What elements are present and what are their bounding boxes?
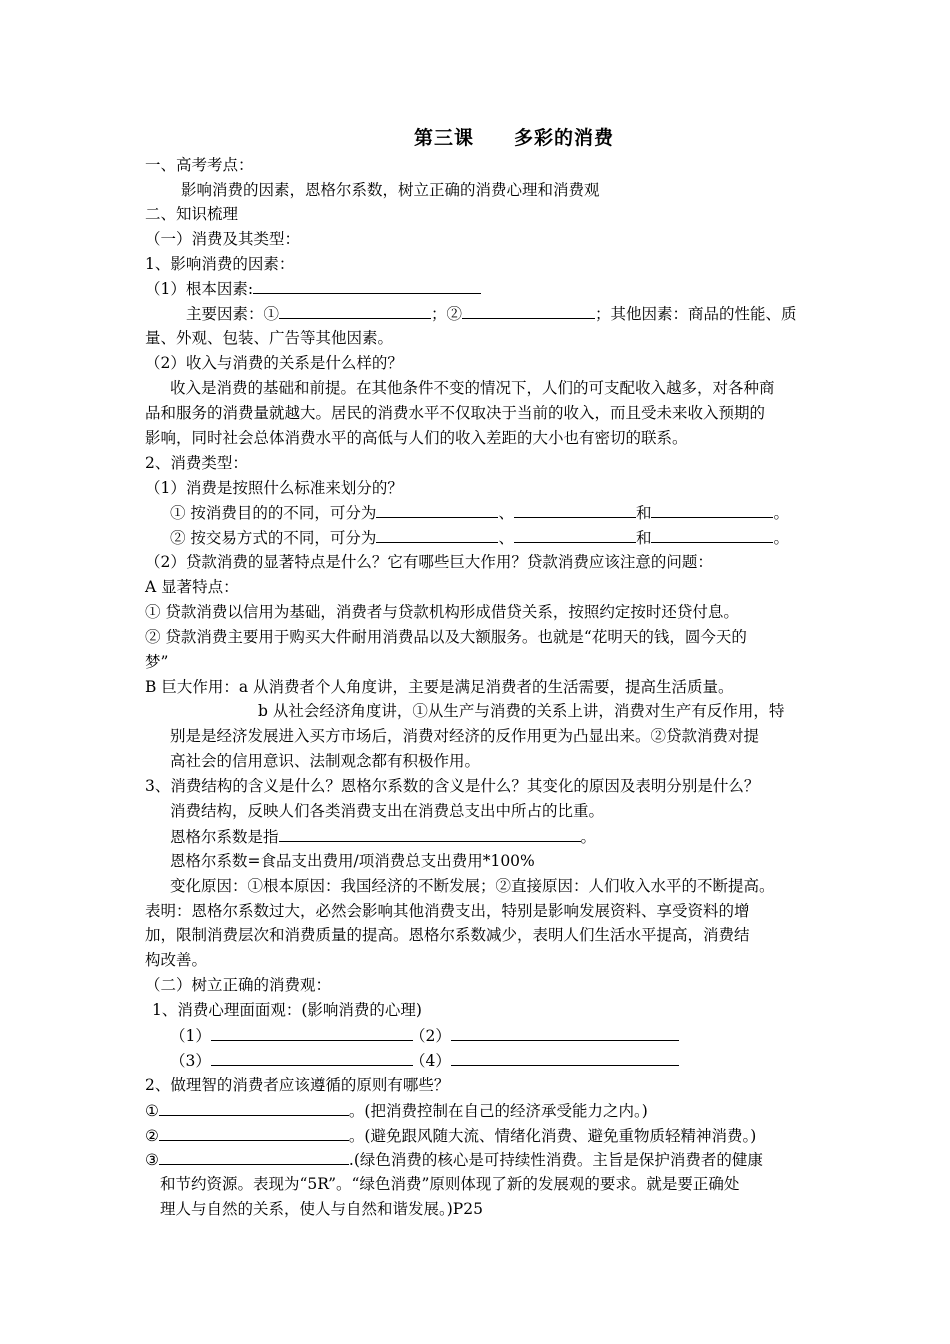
rational-3-cont-2: 理人与自然的关系，使人与自然和谐发展。)P25: [160, 1200, 483, 1218]
loan-role-b: b 从社会经济角度讲，①从生产与消费的关系上讲，消费对生产有反作用，特: [258, 702, 785, 720]
trade-line: [170, 527, 789, 548]
purpose-period: 。: [773, 504, 789, 522]
psych-row-3: [170, 1050, 413, 1071]
rational-mark-3: ③: [145, 1151, 159, 1169]
section-heading-knowledge: 二、知识梳理: [145, 205, 239, 223]
structure-definition: 消费结构，反映人们各类消费支出在消费总支出中所占的比重。: [170, 802, 605, 820]
psych-label-1: （1）: [170, 1027, 211, 1045]
rational-2: [145, 1125, 756, 1146]
trade-blank-1[interactable]: [376, 527, 498, 543]
section-heading-exam-points: 一、高考考点：: [145, 156, 254, 174]
engel-blank[interactable]: [279, 826, 581, 842]
root-factor-blank[interactable]: [253, 278, 481, 294]
rational-mark-2: ②: [145, 1127, 159, 1145]
psych-heading: 1、消费心理面面观：(影响消费的心理): [152, 1001, 422, 1019]
loan-feature-2: ② 贷款消费主要用于购买大件耐用消费品以及大额服务。也就是“花明天的钱，圆今天的: [145, 628, 747, 646]
psych-label-3: （3）: [170, 1052, 211, 1070]
income-answer-3: 影响，同时社会总体消费水平的高低与人们的收入差距的大小也有密切的联系。: [145, 429, 688, 447]
psych-row-1: [170, 1025, 413, 1046]
item-3-heading: 3、消费结构的含义是什么？恩格尔系数的含义是什么？其变化的原因及表明分别是什么？: [145, 777, 760, 795]
trade-blank-3[interactable]: [651, 527, 773, 543]
loan-feature-2-cont: 梦”: [145, 653, 169, 671]
psych-label-2: （2）: [410, 1027, 451, 1045]
item-1-heading: 1、影响消费的因素：: [145, 255, 295, 273]
loan-role-b-cont-2: 高社会的信用意识、法制观念都有积极作用。: [170, 752, 481, 770]
psych-blank-4[interactable]: [451, 1050, 679, 1066]
trade-blank-2[interactable]: [514, 527, 636, 543]
purpose-and: 和: [635, 504, 652, 522]
type-question: （1）消费是按照什么标准来划分的？: [145, 479, 403, 497]
main-factor-label: 主要因素：①: [186, 305, 280, 323]
purpose-blank-1[interactable]: [376, 502, 498, 518]
rational-1: [145, 1100, 648, 1121]
purpose-blank-3[interactable]: [651, 502, 773, 518]
main-factor-blank-1[interactable]: [279, 303, 431, 319]
part-one-heading: （一）消费及其类型：: [145, 230, 301, 248]
indicate-1: 表明：恩格尔系数过大，必然会影响其他消费支出，特别是影响发展资料、享受资料的增: [145, 902, 750, 920]
loan-role-b-cont-1: 别是是经济发展进入买方市场后，消费对经济的反作用更为凸显出来。②贷款消费对提: [170, 727, 760, 745]
rational-text-1: 。(把消费控制在自己的经济承受能力之内。): [348, 1102, 648, 1120]
rational-text-2: 。(避免跟风随大流、情绪化消费、避免重物质轻精神消费。): [348, 1127, 757, 1145]
rational-3: [145, 1149, 763, 1170]
engel-formula: 恩格尔系数=食品支出费用/项消费总支出费用*100%: [170, 852, 535, 870]
trade-and: 和: [635, 529, 652, 547]
psych-blank-3[interactable]: [211, 1050, 413, 1066]
psych-blank-2[interactable]: [451, 1025, 679, 1041]
main-factor-sep: ；②: [431, 305, 463, 323]
page-title: 第三课 多彩的消费: [414, 127, 615, 149]
main-factor-line: [186, 303, 797, 324]
rational-blank-2[interactable]: [159, 1125, 349, 1141]
psych-row-2: [410, 1025, 679, 1046]
trade-label: ② 按交易方式的不同，可分为: [170, 529, 377, 547]
engel-definition-line: [170, 826, 596, 847]
main-factor-blank-2[interactable]: [462, 303, 595, 319]
root-factor-line: [145, 278, 481, 299]
other-factor-text-cont: 量、外观、包装、广告等其他因素。: [145, 329, 394, 347]
other-factor-text: ；其他因素：商品的性能、质: [595, 305, 797, 323]
loan-feature-heading: A 显著特点：: [145, 578, 239, 596]
exam-points-content: 影响消费的因素，恩格尔系数，树立正确的消费心理和消费观: [181, 181, 600, 199]
rational-blank-3[interactable]: [159, 1149, 349, 1165]
indicate-3: 构改善。: [145, 951, 208, 969]
purpose-comma: 、: [498, 504, 514, 522]
engel-period: 。: [580, 828, 597, 846]
income-answer-2: 品和服务的消费量就越大。居民的消费水平不仅取决于当前的收入，而且受未来收入预期的: [145, 404, 766, 422]
purpose-line: [170, 502, 789, 523]
rational-3-cont-1: 和节约资源。表现为“5R”。“绿色消费”原则体现了新的发展观的要求。就是要正确处: [160, 1175, 740, 1193]
trade-comma: 、: [498, 529, 514, 547]
part-two-heading: （二）树立正确的消费观：: [145, 976, 332, 994]
item-2-heading: 2、消费类型：: [145, 454, 248, 472]
purpose-blank-2[interactable]: [514, 502, 636, 518]
psych-blank-1[interactable]: [211, 1025, 413, 1041]
income-answer-1: 收入是消费的基础和前提。在其他条件不变的情况下，人们的可支配收入越多，对各种商: [170, 379, 775, 397]
income-question: （2）收入与消费的关系是什么样的？: [145, 354, 403, 372]
loan-question: （2）贷款消费的显著特点是什么？它有哪些巨大作用？贷款消费应该注意的问题：: [145, 553, 713, 571]
root-factor-label: （1）根本因素:: [145, 280, 254, 298]
rational-blank-1[interactable]: [159, 1100, 349, 1116]
psych-row-4: [410, 1050, 679, 1071]
indicate-2: 加，限制消费层次和消费质量的提高。恩格尔系数减少，表明人们生活水平提高，消费结: [145, 926, 750, 944]
change-reason: 变化原因：①根本原因：我国经济的不断发展；②直接原因：人们收入水平的不断提高。: [170, 877, 775, 895]
purpose-label: ① 按消费目的的不同，可分为: [170, 504, 377, 522]
loan-feature-1: ① 贷款消费以信用为基础，消费者与贷款机构形成借贷关系，按照约定按时还贷付息。: [145, 603, 739, 621]
loan-role-a: B 巨大作用：a 从消费者个人角度讲，主要是满足消费者的生活需要，提高生活质量。: [145, 678, 734, 696]
psych-label-4: （4）: [410, 1052, 451, 1070]
rational-heading: 2、做理智的消费者应该遵循的原则有哪些？: [145, 1076, 450, 1094]
engel-label: 恩格尔系数是指: [170, 828, 279, 846]
rational-text-3: .(绿色消费的核心是可持续性消费。主旨是保护消费者的健康: [348, 1151, 763, 1169]
trade-period: 。: [773, 529, 789, 547]
rational-mark-1: ①: [145, 1102, 159, 1120]
